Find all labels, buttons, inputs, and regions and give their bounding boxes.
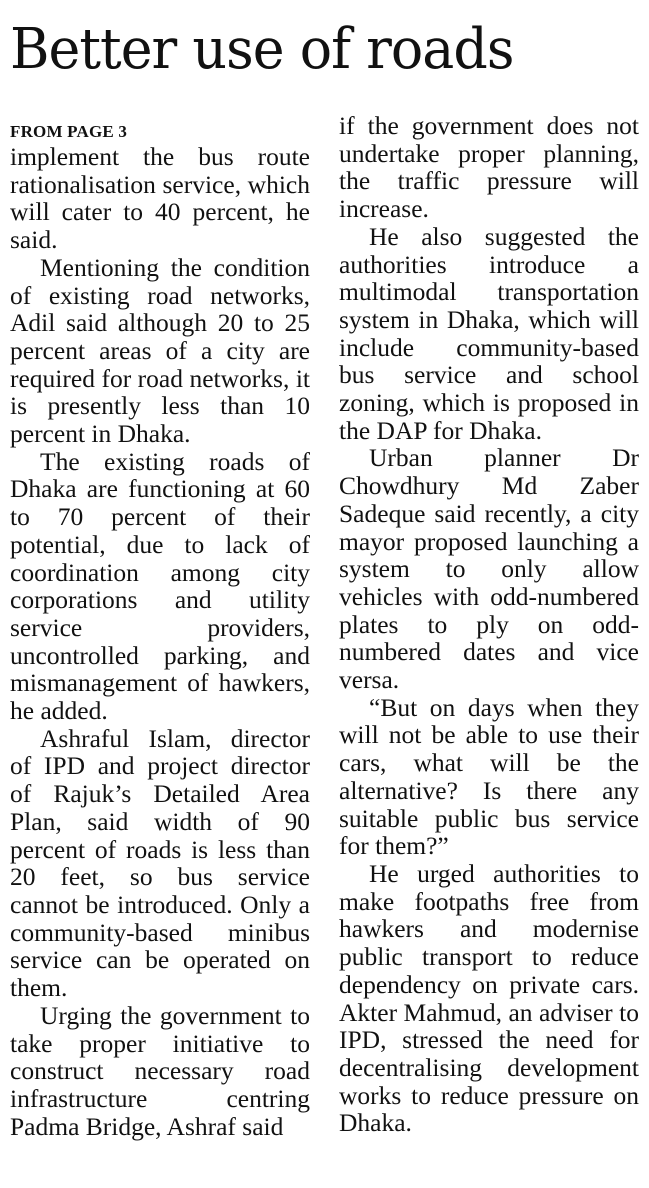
paragraph: The existing roads of Dhaka are functioning at 60 to 70 percent of their potential, due to lack of coordination among city corporations and utility service providers, uncontrolled parking, and mismanagement of hawkers, he added. xyxy=(10,446,310,726)
paragraph: “But on days when they will not be able to use their cars, what will be the alternative? Is there any suitable public bus service for them?” xyxy=(339,692,639,861)
paragraph: Urging the government to take proper initiative to construct necessary road infrastructure centring Padma Bridge, Ashraf said xyxy=(10,1000,310,1141)
paragraph: Mentioning the condition of existing road networks, Adil said although 20 to 25 percent areas of a city are required for road networks, it is presently less than 10 percent in Dhaka. xyxy=(10,252,310,449)
paragraph: He also suggested the authorities introduce a multimodal transportation system in Dhaka, which will include community-based bus service and school zoning, which is proposed in the DAP for Dhaka. xyxy=(339,221,639,445)
continuation-kicker: FROM PAGE 3 xyxy=(10,122,128,141)
right-column xyxy=(339,112,639,1137)
paragraph: He urged authorities to make footpaths free from hawkers and modernise public transport to reduce dependency on private cars. Akter Mahmud, an adviser to IPD, stressed the need for decentralising development works to reduce pressure on Dhaka. xyxy=(339,858,639,1138)
paragraph: if the government does not undertake proper planning, the traffic pressure will increase. xyxy=(339,111,639,224)
paragraph: Urban planner Dr Chowdhury Md Zaber Sadeque said recently, a city mayor proposed launching a system to only allow vehicles with odd-numbered plates to ply on odd-numbered dates and vice versa. xyxy=(339,443,639,695)
left-column xyxy=(10,112,310,1140)
paragraph: implement the bus route rationalisation service, which will cater to 40 percent, he said. xyxy=(10,142,310,255)
paragraph: Ashraful Islam, director of IPD and project director of Rajuk’s Detailed Area Plan, said width of 90 percent of roads is less than 20 feet, so bus service cannot be introduced. Only a community-based minibus service can be operated on them. xyxy=(10,723,310,1003)
headline: Better use of roads xyxy=(10,17,514,82)
